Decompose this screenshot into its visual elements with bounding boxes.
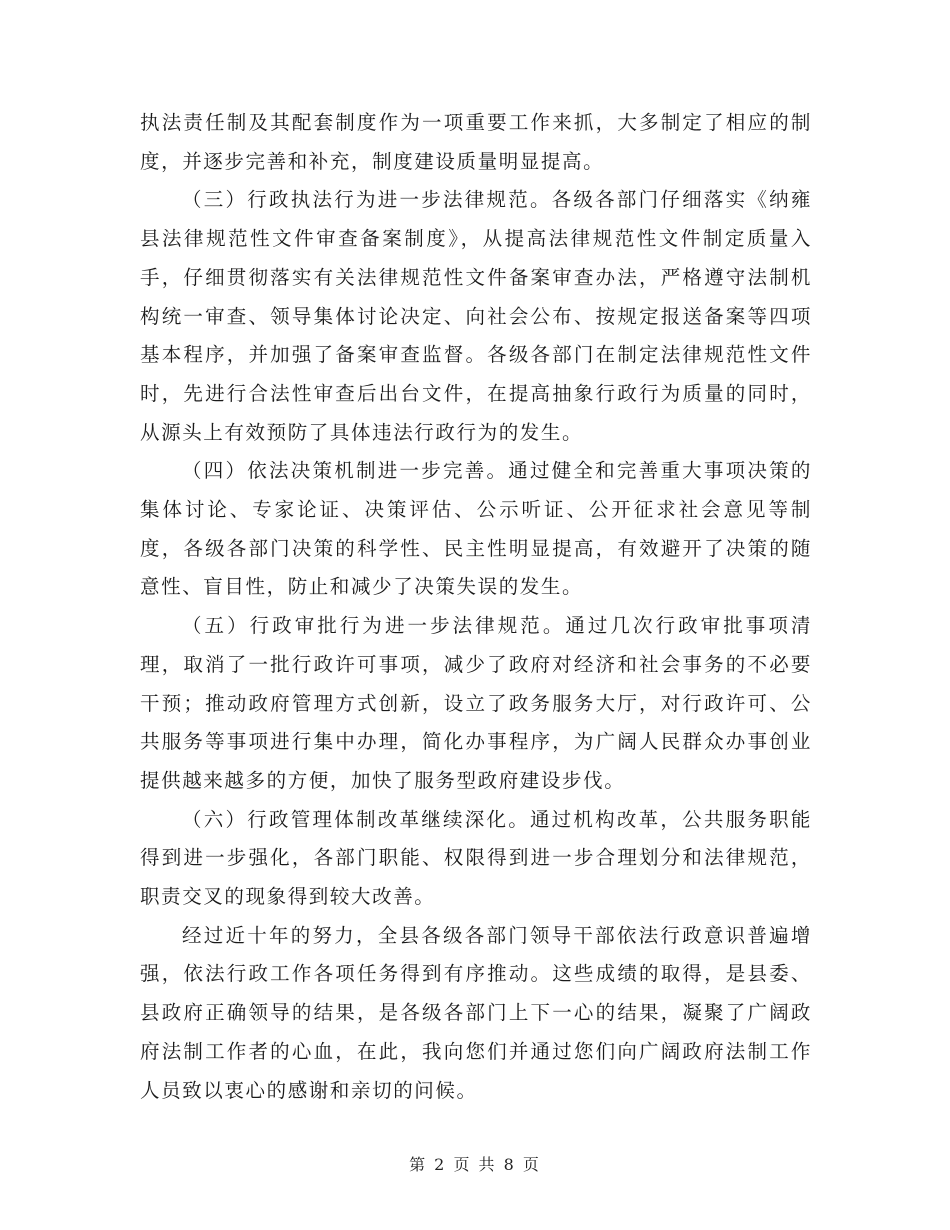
paragraph-continuation: 执法责任制及其配套制度作为一项重要工作来抓，大多制定了相应的制度，并逐步完善和补充，制度建设质量明显提高。 (140, 111, 812, 173)
document-body (140, 104, 812, 1110)
paragraph-conclusion: 经过近十年的努力，全县各级各部门领导干部依法行政意识普遍增强，依法行政工作各项任务得到有序推动。这些成绩的取得，是县委、县政府正确领导的结果，是各级各部门上下一心的结果，凝聚了广阔政府法制工作者的心血，在此，我向您们并通过您们向广阔政府法制工作人员致以衷心的感谢和亲切的问候。 (140, 923, 812, 1102)
paragraph-section-6: （六）行政管理体制改革继续深化。通过机构改革，公共服务职能得到进一步强化，各部门职能、权限得到进一步合理划分和法律规范，职责交叉的现象得到较大改善。 (140, 807, 812, 909)
page-number-footer: 第 2 页 共 8 页 (409, 1155, 541, 1174)
paragraph-section-3: （三）行政执法行为进一步法律规范。各级各部门仔细落实《纳雍县法律规范性文件审查备案制度》，从提高法律规范性文件制定质量入手，仔细贯彻落实有关法律规范性文件备案审查办法，严格遵守法制机构统一审查、领导集体讨论决定、向社会公布、按规定报送备案等四项基本程序，并加强了备案审查监督。各级各部门在制定法律规范性文件时，先进行合法性审查后出台文件，在提高抽象行政行为质量的同时，从源头上有效预防了具体违法行政行为的发生。 (140, 188, 812, 444)
paragraph-section-4: （四）依法决策机制进一步完善。通过健全和完善重大事项决策的集体讨论、专家论证、决策评估、公示听证、公开征求社会意见等制度，各级各部门决策的科学性、民主性明显提高，有效避开了决策的随意性、盲目性，防止和减少了决策失误的发生。 (140, 459, 812, 599)
paragraph-section-5: （五）行政审批行为进一步法律规范。通过几次行政审批事项清理，取消了一批行政许可事项，减少了政府对经济和社会事务的不必要干预；推动政府管理方式创新，设立了政务服务大厅，对行政许可、公共服务等事项进行集中办理，简化办事程序，为广阔人民群众办事创业提供越来越多的方便，加快了服务型政府建设步伐。 (140, 614, 812, 792)
